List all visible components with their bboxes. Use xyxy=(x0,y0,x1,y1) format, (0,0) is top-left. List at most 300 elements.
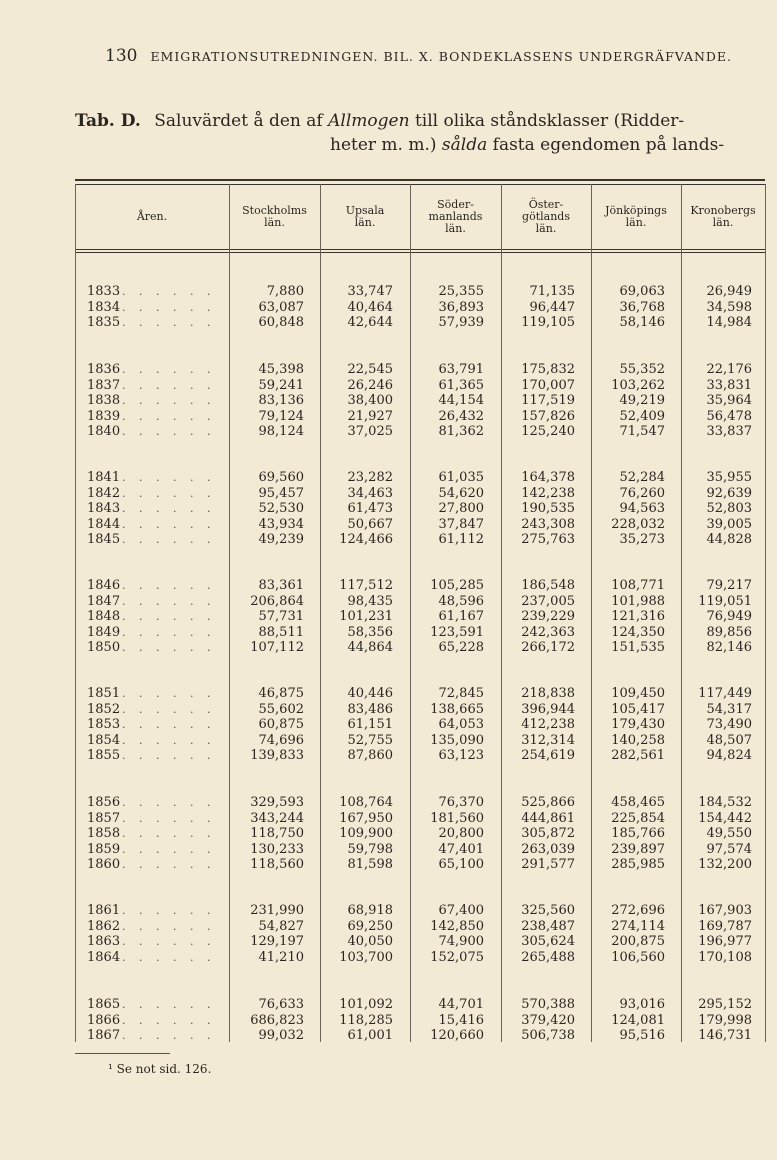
cell-year: 1834 xyxy=(87,299,121,315)
cell-upsala: 68,918 xyxy=(347,903,393,918)
cell-kronoberg: 179,998 xyxy=(698,1012,752,1028)
cell-year: 1845 xyxy=(87,532,121,547)
cell-stockholm: 99,032 xyxy=(258,1028,304,1043)
leader-dots: . . . . . . xyxy=(122,625,216,639)
cell-kronoberg: 22,176 xyxy=(706,362,752,377)
cell-upsala: 167,950 xyxy=(339,810,393,826)
cell-jonkoping: 225,854 xyxy=(611,810,665,826)
cell-upsala: 33,747 xyxy=(347,284,393,299)
table-row xyxy=(75,640,765,656)
cell-stockholm: 7,880 xyxy=(266,284,304,299)
cell-sodermanland: 142,850 xyxy=(430,918,484,934)
cell-stockholm: 54,827 xyxy=(258,918,304,934)
cell-kronoberg: 82,146 xyxy=(706,640,752,655)
cell-year: 1860 xyxy=(87,857,121,872)
cell-jonkoping: 185,766 xyxy=(611,826,665,841)
cell-year: 1858 xyxy=(87,826,121,841)
cell-kronoberg: 33,837 xyxy=(706,424,752,439)
cell-sodermanland: 105,285 xyxy=(430,578,484,593)
leader-dots: . . . . . . xyxy=(122,394,216,407)
cell-jonkoping: 239,897 xyxy=(611,841,665,857)
cell-upsala: 98,435 xyxy=(347,593,393,609)
cell-stockholm: 60,875 xyxy=(258,717,304,732)
running-header xyxy=(105,46,765,66)
cell-ostergotland: 412,238 xyxy=(521,717,575,732)
cell-year: 1843 xyxy=(87,501,121,516)
cell-upsala: 59,798 xyxy=(347,841,393,857)
cell-jonkoping: 36,768 xyxy=(619,299,665,315)
cell-kronoberg: 33,831 xyxy=(706,377,752,393)
cell-kronoberg: 35,955 xyxy=(706,470,752,485)
table-row xyxy=(75,378,765,394)
cell-upsala: 61,001 xyxy=(347,1028,393,1043)
cell-jonkoping: 458,465 xyxy=(611,795,665,810)
table-row xyxy=(75,733,765,749)
cell-ostergotland: 263,039 xyxy=(521,841,575,857)
cell-year: 1863 xyxy=(87,934,121,949)
leader-dots: . . . . . . xyxy=(122,935,216,948)
cell-year: 1856 xyxy=(87,795,121,810)
leader-dots: . . . . . . xyxy=(122,919,216,933)
cell-ostergotland: 237,005 xyxy=(521,593,575,609)
cell-year: 1849 xyxy=(87,624,121,640)
cell-kronoberg: 14,984 xyxy=(706,315,752,330)
cell-sodermanland: 25,355 xyxy=(438,284,484,299)
cell-ostergotland: 506,738 xyxy=(521,1028,575,1043)
cell-kronoberg: 184,532 xyxy=(698,795,752,810)
cell-jonkoping: 52,284 xyxy=(619,470,665,485)
cell-kronoberg: 154,442 xyxy=(698,810,752,826)
cell-jonkoping: 71,547 xyxy=(619,424,665,439)
cell-sodermanland: 36,893 xyxy=(438,299,484,315)
cell-jonkoping: 105,417 xyxy=(611,701,665,717)
cell-kronoberg: 169,787 xyxy=(698,918,752,934)
cell-year: 1840 xyxy=(87,424,121,439)
cell-stockholm: 52,530 xyxy=(258,501,304,516)
cell-stockholm: 88,511 xyxy=(258,624,304,640)
leader-dots: . . . . . . xyxy=(122,471,216,484)
table-row xyxy=(75,717,765,733)
cell-ostergotland: 243,308 xyxy=(521,516,575,532)
cell-year: 1846 xyxy=(87,578,121,593)
cell-year: 1841 xyxy=(87,470,121,485)
table-title-line-2 xyxy=(330,135,770,155)
cell-stockholm: 329,593 xyxy=(250,795,304,810)
cell-ostergotland: 142,238 xyxy=(521,485,575,501)
cell-year: 1833 xyxy=(87,284,121,299)
cell-stockholm: 79,124 xyxy=(258,408,304,424)
cell-upsala: 26,246 xyxy=(347,377,393,393)
cell-stockholm: 45,398 xyxy=(258,362,304,377)
cell-sodermanland: 26,432 xyxy=(438,408,484,424)
header-years: Åren. xyxy=(136,210,168,223)
table-label: Tab. D. xyxy=(75,111,141,131)
cell-jonkoping: 94,563 xyxy=(619,501,665,516)
cell-stockholm: 55,602 xyxy=(258,701,304,717)
cell-year: 1859 xyxy=(87,841,121,857)
cell-ostergotland: 305,624 xyxy=(521,934,575,949)
cell-sodermanland: 61,365 xyxy=(438,377,484,393)
cell-upsala: 108,764 xyxy=(339,795,393,810)
cell-kronoberg: 79,217 xyxy=(706,578,752,593)
cell-sodermanland: 123,591 xyxy=(430,624,484,640)
table-row xyxy=(75,826,765,842)
column-divider xyxy=(765,184,766,1042)
cell-stockholm: 76,633 xyxy=(258,997,304,1012)
header-kronoberg: Kronobergs län. xyxy=(690,204,756,229)
cell-sodermanland: 120,660 xyxy=(430,1028,484,1043)
cell-kronoberg: 117,449 xyxy=(698,686,752,701)
cell-kronoberg: 35,964 xyxy=(706,393,752,408)
cell-upsala: 87,860 xyxy=(347,748,393,763)
cell-upsala: 22,545 xyxy=(347,362,393,377)
cell-ostergotland: 312,314 xyxy=(521,732,575,748)
cell-stockholm: 107,112 xyxy=(250,640,304,655)
cell-kronoberg: 119,051 xyxy=(698,593,752,609)
table-row xyxy=(75,594,765,610)
title-text-b: till olika ståndsklasser (Ridder- xyxy=(414,111,685,131)
cell-jonkoping: 124,081 xyxy=(611,1012,665,1028)
table-row xyxy=(75,842,765,858)
leader-dots: . . . . . . xyxy=(122,594,216,608)
cell-ostergotland: 170,007 xyxy=(521,377,575,393)
cell-jonkoping: 282,561 xyxy=(611,748,665,763)
cell-year: 1851 xyxy=(87,686,121,701)
leader-dots: . . . . . . xyxy=(122,533,216,546)
cell-upsala: 81,598 xyxy=(347,857,393,872)
leader-dots: . . . . . . xyxy=(122,409,216,423)
cell-ostergotland: 175,832 xyxy=(521,362,575,377)
table-row xyxy=(75,950,765,966)
cell-stockholm: 98,124 xyxy=(258,424,304,439)
cell-sodermanland: 20,800 xyxy=(438,826,484,841)
table-top-rule xyxy=(75,179,765,181)
table-row xyxy=(75,997,765,1013)
cell-jonkoping: 35,273 xyxy=(619,532,665,547)
table-row xyxy=(75,300,765,316)
cell-kronoberg: 56,478 xyxy=(706,408,752,424)
leader-dots: . . . . . . xyxy=(122,285,216,298)
cell-upsala: 40,050 xyxy=(347,934,393,949)
cell-ostergotland: 117,519 xyxy=(521,393,575,408)
leader-dots: . . . . . . xyxy=(122,811,216,825)
cell-kronoberg: 26,949 xyxy=(706,284,752,299)
cell-upsala: 40,464 xyxy=(347,299,393,315)
cell-upsala: 38,400 xyxy=(347,393,393,408)
cell-upsala: 52,755 xyxy=(347,732,393,748)
cell-stockholm: 46,875 xyxy=(258,686,304,701)
table-row xyxy=(75,409,765,425)
cell-sodermanland: 65,100 xyxy=(438,857,484,872)
leader-dots: . . . . . . xyxy=(122,517,216,531)
cell-sodermanland: 47,401 xyxy=(438,841,484,857)
cell-upsala: 101,092 xyxy=(339,997,393,1012)
cell-upsala: 44,864 xyxy=(347,640,393,655)
cell-year: 1861 xyxy=(87,903,121,918)
cell-stockholm: 41,210 xyxy=(258,949,304,965)
cell-kronoberg: 132,200 xyxy=(698,857,752,872)
cell-stockholm: 231,990 xyxy=(250,903,304,918)
cell-jonkoping: 101,988 xyxy=(611,593,665,609)
cell-year: 1850 xyxy=(87,640,121,655)
cell-ostergotland: 190,535 xyxy=(521,501,575,516)
leader-dots: . . . . . . xyxy=(122,1029,216,1042)
cell-ostergotland: 275,763 xyxy=(521,532,575,547)
cell-sodermanland: 152,075 xyxy=(430,949,484,965)
cell-ostergotland: 96,447 xyxy=(529,299,575,315)
leader-dots: . . . . . . xyxy=(122,641,216,654)
cell-stockholm: 43,934 xyxy=(258,516,304,532)
cell-sodermanland: 44,154 xyxy=(438,393,484,408)
header-sodermanland: Söder- manlands län. xyxy=(428,198,483,235)
cell-jonkoping: 272,696 xyxy=(611,903,665,918)
cell-jonkoping: 285,985 xyxy=(611,857,665,872)
cell-upsala: 58,356 xyxy=(347,624,393,640)
cell-ostergotland: 218,838 xyxy=(521,686,575,701)
cell-upsala: 34,463 xyxy=(347,485,393,501)
cell-jonkoping: 106,560 xyxy=(611,949,665,965)
cell-sodermanland: 61,167 xyxy=(438,609,484,624)
cell-stockholm: 49,239 xyxy=(258,532,304,547)
cell-year: 1864 xyxy=(87,949,121,965)
cell-kronoberg: 170,108 xyxy=(698,949,752,965)
leader-dots: . . . . . . xyxy=(122,950,216,964)
table-row xyxy=(75,501,765,517)
cell-ostergotland: 119,105 xyxy=(521,315,575,330)
cell-sodermanland: 64,053 xyxy=(438,717,484,732)
cell-upsala: 103,700 xyxy=(339,949,393,965)
cell-jonkoping: 55,352 xyxy=(619,362,665,377)
cell-sodermanland: 54,620 xyxy=(438,485,484,501)
cell-kronoberg: 97,574 xyxy=(706,841,752,857)
cell-upsala: 61,151 xyxy=(347,717,393,732)
title-emphasis-salda: sålda xyxy=(441,135,488,155)
cell-kronoberg: 89,856 xyxy=(706,624,752,640)
header-bottom-rule-thin xyxy=(75,252,765,253)
cell-jonkoping: 76,260 xyxy=(619,485,665,501)
table-row xyxy=(75,532,765,548)
cell-ostergotland: 71,135 xyxy=(529,284,575,299)
leader-dots: . . . . . . xyxy=(122,733,216,747)
cell-sodermanland: 67,400 xyxy=(438,903,484,918)
cell-stockholm: 206,864 xyxy=(250,593,304,609)
cell-kronoberg: 73,490 xyxy=(706,717,752,732)
table-row xyxy=(75,903,765,919)
cell-ostergotland: 570,388 xyxy=(521,997,575,1012)
cell-sodermanland: 61,035 xyxy=(438,470,484,485)
cell-jonkoping: 274,114 xyxy=(611,918,665,934)
leader-dots: . . . . . . xyxy=(122,904,216,917)
cell-stockholm: 118,750 xyxy=(250,826,304,841)
cell-jonkoping: 124,350 xyxy=(611,624,665,640)
cell-upsala: 118,285 xyxy=(339,1012,393,1028)
table-row xyxy=(75,625,765,641)
table-row xyxy=(75,517,765,533)
cell-sodermanland: 81,362 xyxy=(438,424,484,439)
cell-sodermanland: 181,560 xyxy=(430,810,484,826)
cell-ostergotland: 164,378 xyxy=(521,470,575,485)
table-row xyxy=(75,486,765,502)
cell-year: 1835 xyxy=(87,315,121,330)
cell-upsala: 42,644 xyxy=(347,315,393,330)
table-row xyxy=(75,795,765,811)
cell-jonkoping: 200,875 xyxy=(611,934,665,949)
cell-stockholm: 63,087 xyxy=(258,299,304,315)
cell-sodermanland: 63,123 xyxy=(438,748,484,763)
cell-jonkoping: 140,258 xyxy=(611,732,665,748)
cell-ostergotland: 525,866 xyxy=(521,795,575,810)
cell-year: 1842 xyxy=(87,485,121,501)
cell-ostergotland: 125,240 xyxy=(521,424,575,439)
leader-dots: . . . . . . xyxy=(122,687,216,700)
cell-upsala: 117,512 xyxy=(339,578,393,593)
cell-ostergotland: 239,229 xyxy=(521,609,575,624)
leader-dots: . . . . . . xyxy=(122,300,216,314)
leader-dots: . . . . . . xyxy=(122,858,216,871)
cell-sodermanland: 57,939 xyxy=(438,315,484,330)
cell-upsala: 124,466 xyxy=(339,532,393,547)
cell-year: 1866 xyxy=(87,1012,121,1028)
cell-jonkoping: 103,262 xyxy=(611,377,665,393)
cell-sodermanland: 138,665 xyxy=(430,701,484,717)
header-ostergotland: Öster- götlands län. xyxy=(522,198,570,235)
cell-upsala: 23,282 xyxy=(347,470,393,485)
page-number: 130 xyxy=(105,46,138,66)
cell-sodermanland: 48,596 xyxy=(438,593,484,609)
header-bottom-rule xyxy=(75,249,765,250)
cell-sodermanland: 72,845 xyxy=(438,686,484,701)
cell-sodermanland: 27,800 xyxy=(438,501,484,516)
leader-dots: . . . . . . xyxy=(122,425,216,438)
cell-stockholm: 74,696 xyxy=(258,732,304,748)
cell-sodermanland: 15,416 xyxy=(438,1012,484,1028)
cell-stockholm: 59,241 xyxy=(258,377,304,393)
cell-year: 1838 xyxy=(87,393,121,408)
table-row xyxy=(75,362,765,378)
leader-dots: . . . . . . xyxy=(122,316,216,329)
table-row xyxy=(75,857,765,873)
leader-dots: . . . . . . xyxy=(122,796,216,809)
leader-dots: . . . . . . xyxy=(122,718,216,731)
cell-year: 1862 xyxy=(87,918,121,934)
cell-jonkoping: 95,516 xyxy=(619,1028,665,1043)
leader-dots: . . . . . . xyxy=(122,363,216,376)
table-row xyxy=(75,1013,765,1029)
cell-sodermanland: 37,847 xyxy=(438,516,484,532)
cell-stockholm: 139,833 xyxy=(250,748,304,763)
cell-upsala: 83,486 xyxy=(347,701,393,717)
table-top-rule-thin xyxy=(75,184,765,185)
cell-jonkoping: 49,219 xyxy=(619,393,665,408)
cell-year: 1848 xyxy=(87,609,121,624)
title-text-c: heter m. m.) xyxy=(330,135,437,155)
cell-jonkoping: 58,146 xyxy=(619,315,665,330)
cell-sodermanland: 74,900 xyxy=(438,934,484,949)
cell-upsala: 61,473 xyxy=(347,501,393,516)
cell-ostergotland: 325,560 xyxy=(521,903,575,918)
cell-sodermanland: 61,112 xyxy=(438,532,484,547)
leader-dots: . . . . . . xyxy=(122,749,216,762)
cell-upsala: 21,927 xyxy=(347,408,393,424)
cell-stockholm: 60,848 xyxy=(258,315,304,330)
running-title: EMIGRATIONSUTREDNINGEN. BIL. X. BONDEKLASSENS UNDERGRÄFVANDE. xyxy=(150,49,733,64)
table-row xyxy=(75,470,765,486)
cell-year: 1837 xyxy=(87,377,121,393)
cell-kronoberg: 34,598 xyxy=(706,299,752,315)
leader-dots: . . . . . . xyxy=(122,579,216,592)
cell-kronoberg: 146,731 xyxy=(698,1028,752,1043)
header-stockholm: Stockholms län. xyxy=(242,204,307,229)
cell-year: 1854 xyxy=(87,732,121,748)
table-row xyxy=(75,919,765,935)
cell-kronoberg: 54,317 xyxy=(706,701,752,717)
leader-dots: . . . . . . xyxy=(122,702,216,716)
cell-upsala: 37,025 xyxy=(347,424,393,439)
cell-kronoberg: 167,903 xyxy=(698,903,752,918)
table-title-line-1 xyxy=(75,111,765,131)
cell-ostergotland: 444,861 xyxy=(521,810,575,826)
cell-ostergotland: 291,577 xyxy=(521,857,575,872)
table-row xyxy=(75,1028,765,1044)
table-row xyxy=(75,609,765,625)
footnote: ¹ Se not sid. 126. xyxy=(108,1062,212,1076)
cell-jonkoping: 109,450 xyxy=(611,686,665,701)
cell-year: 1857 xyxy=(87,810,121,826)
cell-sodermanland: 44,701 xyxy=(438,997,484,1012)
cell-kronoberg: 295,152 xyxy=(698,997,752,1012)
cell-ostergotland: 379,420 xyxy=(521,1012,575,1028)
table-row xyxy=(75,934,765,950)
table-row xyxy=(75,393,765,409)
cell-stockholm: 83,361 xyxy=(258,578,304,593)
cell-stockholm: 686,823 xyxy=(250,1012,304,1028)
cell-year: 1853 xyxy=(87,717,121,732)
cell-year: 1855 xyxy=(87,748,121,763)
cell-stockholm: 130,233 xyxy=(250,841,304,857)
leader-dots: . . . . . . xyxy=(122,502,216,515)
cell-kronoberg: 92,639 xyxy=(706,485,752,501)
cell-kronoberg: 196,977 xyxy=(698,934,752,949)
cell-ostergotland: 157,826 xyxy=(521,408,575,424)
cell-upsala: 69,250 xyxy=(347,918,393,934)
cell-ostergotland: 186,548 xyxy=(521,578,575,593)
header-jonkoping: Jönköpings län. xyxy=(605,204,667,229)
cell-ostergotland: 242,363 xyxy=(521,624,575,640)
cell-kronoberg: 94,824 xyxy=(706,748,752,763)
cell-stockholm: 118,560 xyxy=(250,857,304,872)
cell-upsala: 40,446 xyxy=(347,686,393,701)
cell-kronoberg: 48,507 xyxy=(706,732,752,748)
cell-jonkoping: 108,771 xyxy=(611,578,665,593)
header-upsala: Upsala län. xyxy=(345,204,385,229)
cell-stockholm: 343,244 xyxy=(250,810,304,826)
cell-kronoberg: 49,550 xyxy=(706,826,752,841)
cell-upsala: 50,667 xyxy=(347,516,393,532)
cell-sodermanland: 63,791 xyxy=(438,362,484,377)
table-row xyxy=(75,424,765,440)
cell-kronoberg: 52,803 xyxy=(706,501,752,516)
table-row xyxy=(75,811,765,827)
cell-kronoberg: 44,828 xyxy=(706,532,752,547)
cell-sodermanland: 76,370 xyxy=(438,795,484,810)
leader-dots: . . . . . . xyxy=(122,1013,216,1027)
cell-jonkoping: 52,409 xyxy=(619,408,665,424)
cell-stockholm: 95,457 xyxy=(258,485,304,501)
footnote-rule xyxy=(75,1053,170,1054)
leader-dots: . . . . . . xyxy=(122,378,216,392)
cell-kronoberg: 76,949 xyxy=(706,609,752,624)
title-emphasis-allmogen: Allmogen xyxy=(328,111,410,131)
